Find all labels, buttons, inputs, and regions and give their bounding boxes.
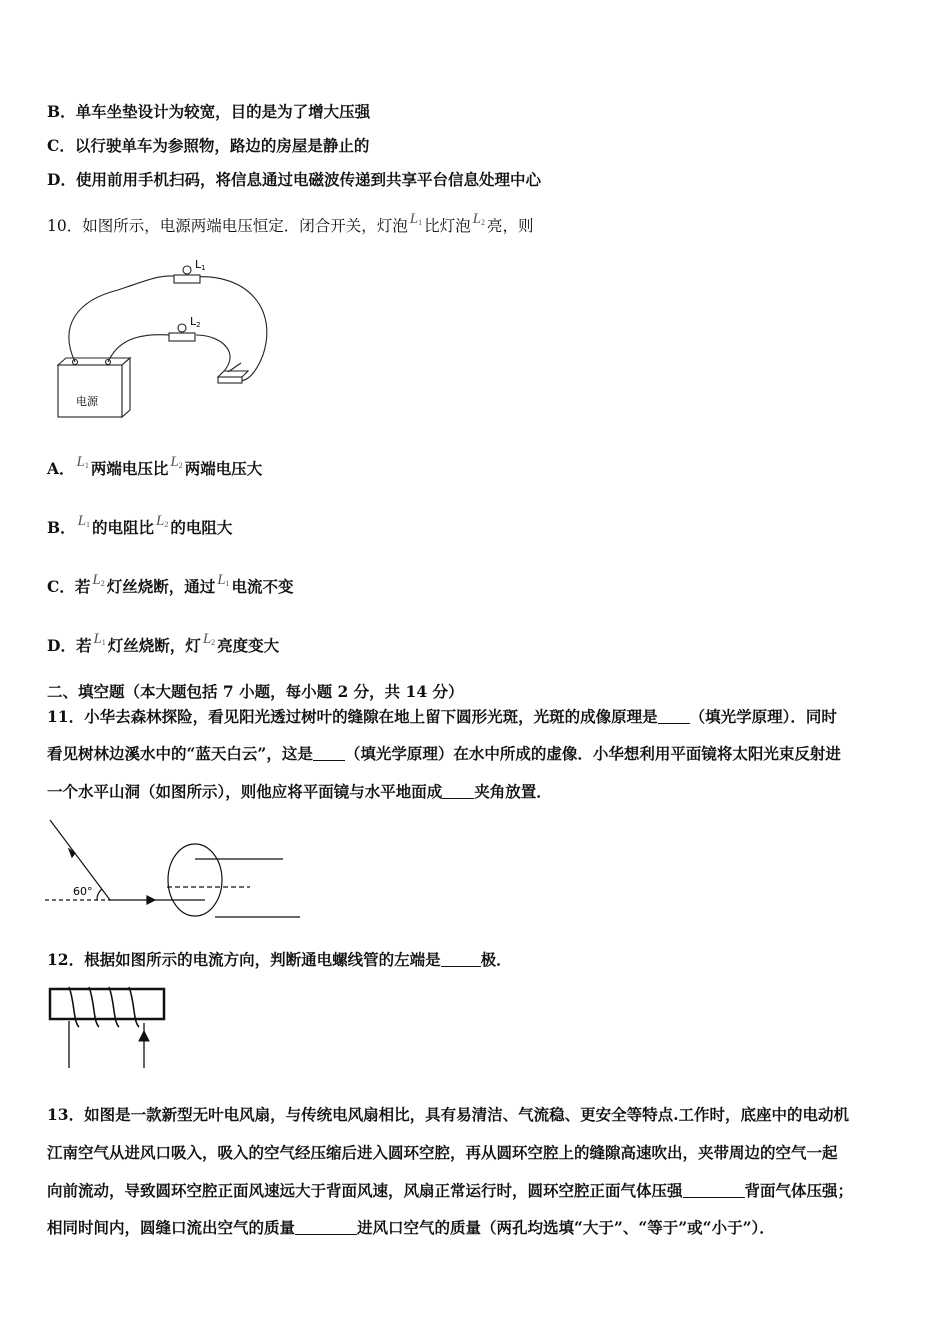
q9-option-d: D．使用前用手机扫码，将信息通过电磁波传递到共享平台信息处理中心: [47, 170, 541, 189]
q9-option-c: C．以行驶单车为参照物，路边的房屋是静止的: [47, 136, 370, 155]
q12-stem: 12．根据如图所示的电流方向，判断通电螺线管的左端是 极．: [47, 950, 512, 969]
circuit-diagram: [48, 255, 288, 425]
blank: [683, 1183, 745, 1198]
blank: [442, 784, 474, 799]
q11-line2: 看见树林边溪水中的“蓝天白云”，这是 （填光学原理）在水中所成的虚像．小华想利用平面镜将太阳光束反射进: [47, 744, 841, 763]
q10-option-d: D．若 $L_1$ 灯丝烧断，灯 $L_2$ 亮度变大: [47, 631, 280, 655]
section-heading: 二、填空题（本大题包括 7 小题，每小题 2 分，共 14 分）: [47, 682, 464, 701]
q13-line2: 江南空气从进风口吸入，吸入的空气经压缩后进入圆环空腔，再从圆环空腔上的缝隙高速吹出，夹带周边的空气一起: [47, 1143, 838, 1162]
lamp-l1-label: L1: [195, 258, 206, 272]
q10-option-a: A． $L_1$ 两端电压比 $L_2$ 两端电压大: [47, 454, 263, 478]
var-l1: $L_1$: [409, 211, 423, 227]
q13-line1: 13．如图是一款新型无叶电风扇，与传统电风扇相比，具有易清洁、气流稳、更安全等特点.工作时，底座中的电动机: [47, 1105, 849, 1124]
var-l2: $L_2$: [472, 211, 485, 227]
q13-line3: 向前流动，导致圆环空腔正面风速远大于背面风速，风扇正常运行时，圆环空腔正面气体压强 背面气体压强；: [47, 1181, 854, 1200]
blank: [658, 709, 690, 724]
q10-stem: 10．如图所示，电源两端电压恒定．闭合开关，灯泡 $L_1$ 比灯泡 $L_2$ 亮，则: [47, 211, 534, 235]
q11-line3: 一个水平山洞（如图所示），则他应将平面镜与水平地面成 夹角放置．: [47, 782, 552, 801]
power-source-label: 电源: [76, 395, 98, 408]
solenoid-diagram: [47, 983, 172, 1073]
q11-line1: 11．小华去森林探险，看见阳光透过树叶的缝隙在地上留下圆形光斑，光斑的成像原理是 （填光学原理）．同时: [47, 707, 837, 726]
angle-label: 60°: [73, 885, 93, 898]
blank: [295, 1220, 357, 1235]
q9-option-b: B．单车坐垫设计为较宽，目的是为了增大压强: [47, 102, 371, 121]
light-reflection-diagram: [45, 815, 310, 925]
blank: [441, 952, 481, 967]
q10-option-b: B． $L_1$ 的电阻比 $L_2$ 的电阻大: [47, 513, 233, 537]
blank: [313, 746, 345, 761]
q10-option-c: C．若 $L_2$ 灯丝烧断，通过 $L_1$ 电流不变: [47, 572, 294, 596]
lamp-l2-label: L2: [190, 315, 201, 329]
q13-line4: 相同时间内，圆缝口流出空气的质量 进风口空气的质量（两孔均选填“大于”、“等于”或“小于”）．: [47, 1218, 775, 1237]
